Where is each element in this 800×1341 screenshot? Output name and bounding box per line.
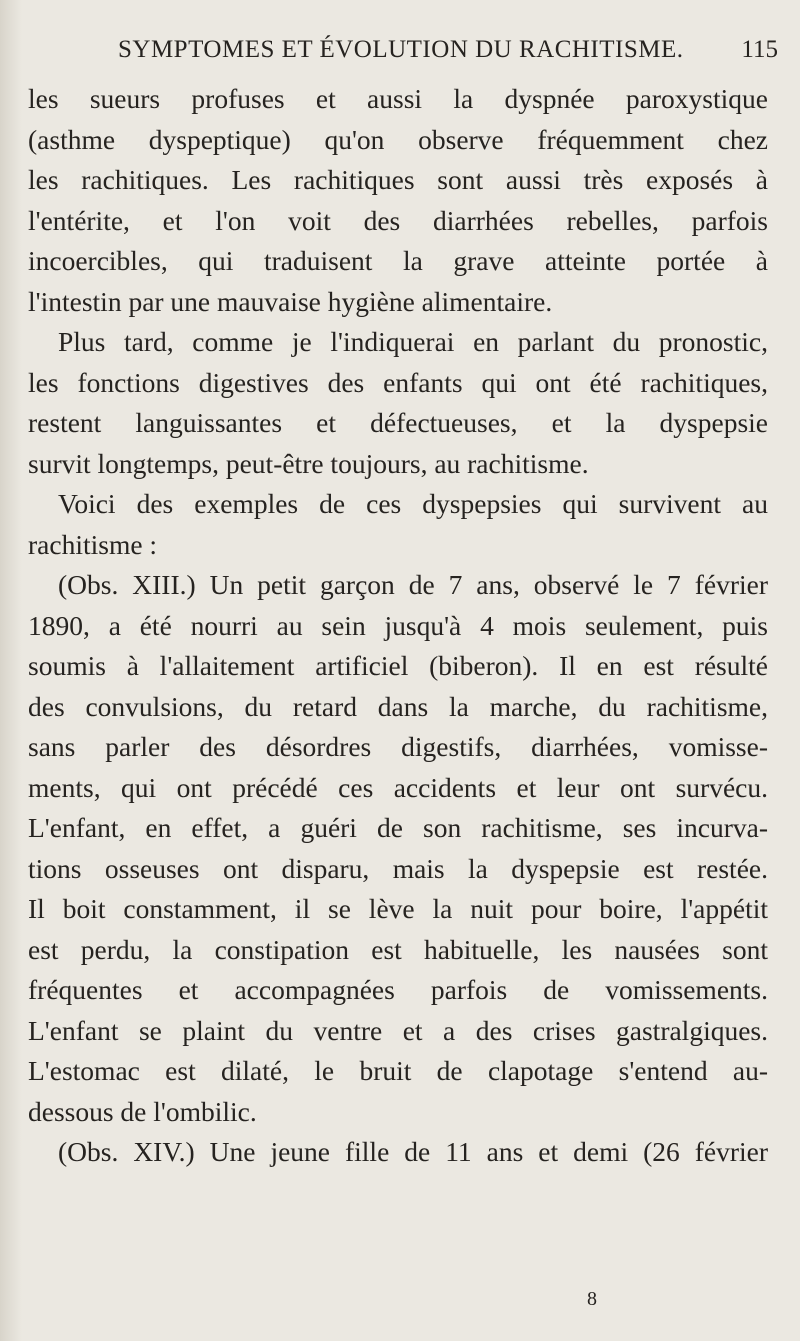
text-line: dessous de l'ombilic. (28, 1095, 257, 1127)
text-line: tions osseuses ont disparu, mais la dyspepsie est restée. (28, 852, 768, 884)
text-line: fréquentes et accompagnées parfois de vomissements. (28, 974, 768, 1005)
text-line: Il boit constamment, il se lève la nuit pour boire, l'appétit (28, 893, 768, 924)
text-line: l'intestin par une mauvaise hygiène alimentaire. (28, 285, 553, 317)
text-line: (Obs. XIII.) Un petit garçon de 7 ans, observé le 7 février (58, 569, 768, 600)
text-line: les fonctions digestives des enfants qui ont été rachitiques, (28, 366, 768, 398)
text-line: l'entérite, et l'on voit des diarrhées rebelles, parfois (28, 204, 768, 236)
text-line: ments, qui ont précédé ces accidents et leur ont survécu. (28, 771, 768, 803)
text-line: incoercibles, qui traduisent la grave atteinte portée à (28, 245, 768, 276)
text-line: Plus tard, comme je l'indiquerai en parlant du pronostic, (58, 326, 768, 357)
text-line: (asthme dyspeptique) qu'on observe fréquemment chez (28, 123, 768, 155)
text-line: soumis à l'allaitement artificiel (biberon). Il en est résulté (28, 650, 768, 681)
text-line: rachitisme : (28, 528, 158, 560)
signature-mark: 8 (587, 1288, 597, 1310)
text-line: restent languissantes et défectueuses, et la dyspepsie (28, 407, 768, 438)
running-title: SYMPTOMES ET ÉVOLUTION DU RACHITISME. (118, 36, 684, 63)
page-number: 115 (741, 36, 778, 63)
page-header (92, 36, 782, 76)
text-line: sans parler des désordres digestifs, diarrhées, vomisse- (28, 731, 768, 762)
text-line: L'enfant, en effet, a guéri de son rachitisme, ses incurva- (28, 812, 768, 843)
text-line: les rachitiques. Les rachitiques sont aussi très exposés à (28, 164, 768, 195)
text-line: survit longtemps, peut-être toujours, au rachitisme. (28, 447, 589, 479)
text-line: L'enfant se plaint du ventre et a des crises gastralgiques. (28, 1014, 768, 1046)
text-line: des convulsions, du retard dans la marche, du rachitisme, (28, 690, 768, 722)
text-line: est perdu, la constipation est habituelle, les nausées sont (28, 933, 768, 965)
text-line: Voici des exemples de ces dyspepsies qui survivent au (58, 488, 768, 519)
body-text (28, 79, 768, 1173)
text-line: (Obs. XIV.) Une jeune fille de 11 ans et demi (26 février (58, 1136, 768, 1167)
text-line: L'estomac est dilaté, le bruit de clapotage s'entend au- (28, 1055, 768, 1086)
page-edge-shadow (0, 0, 22, 1341)
text-line: les sueurs profuses et aussi la dyspnée paroxystique (28, 83, 768, 114)
text-line: 1890, a été nourri au sein jusqu'à 4 mois seulement, puis (28, 609, 768, 641)
